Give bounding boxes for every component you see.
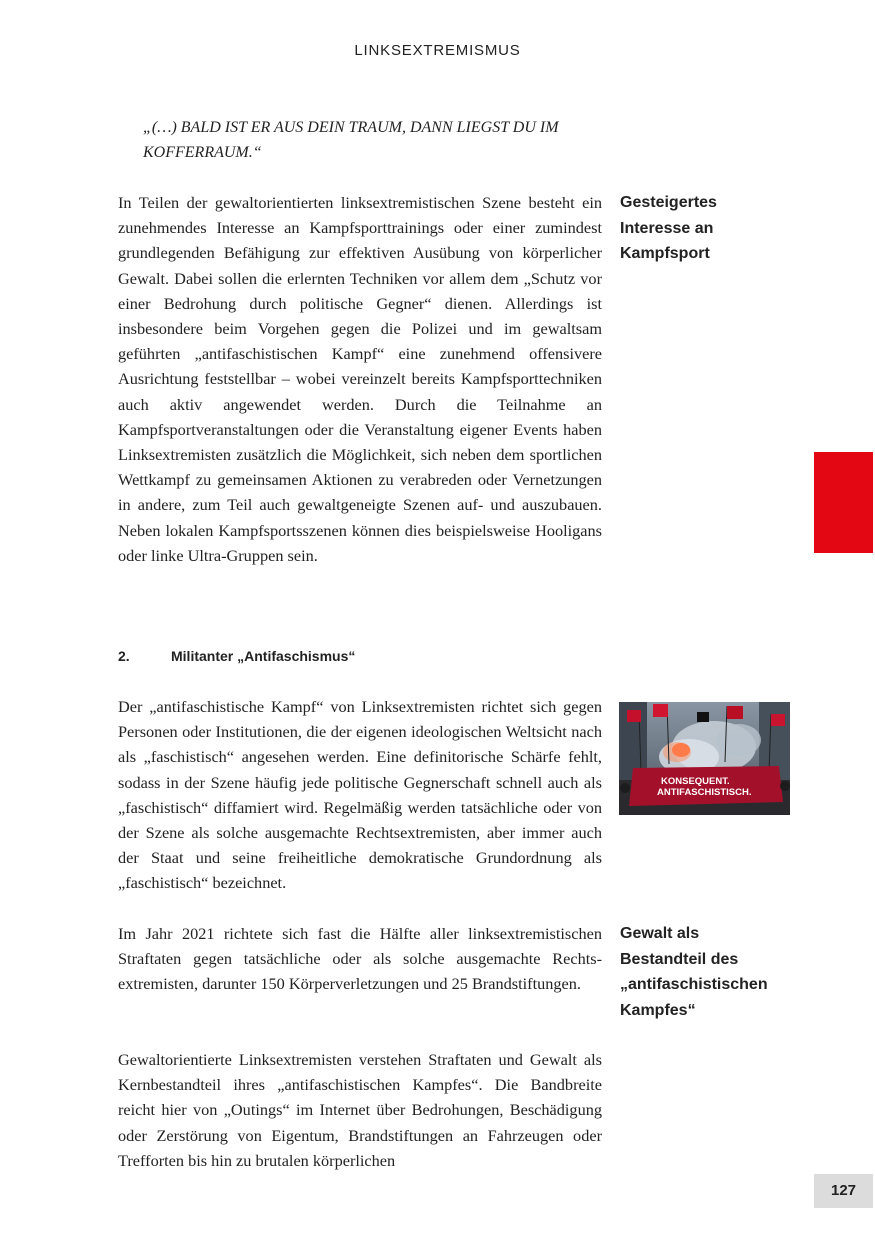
margin-note-line: Gesteigertes bbox=[620, 194, 717, 211]
margin-note-line: Bestandteil des bbox=[620, 950, 739, 968]
margin-note-line: Gewalt als bbox=[620, 925, 700, 942]
running-header: LINKSEXTREMISMUS bbox=[354, 42, 521, 59]
paragraph-text: Im Jahr 2021 richtete sich fast die Hälfte aller linksextremistischen Straftaten gegen tatsächliche oder als solche ausgemachte Rechtsextremisten, darunter 150 Körperverletzungen und 25 Brandstiftungen. bbox=[118, 924, 602, 994]
paragraph-kampfsport bbox=[118, 190, 602, 568]
demonstration-photo bbox=[619, 702, 790, 815]
margin-note-gewalt bbox=[620, 921, 820, 1023]
paragraph-gewalt-kernbestandteil bbox=[118, 1047, 602, 1173]
paragraph-antifa-definition bbox=[118, 694, 602, 896]
quote-line-2: KOFFERRAUM.“ bbox=[143, 144, 262, 161]
section-title: Militanter „Antifaschismus“ bbox=[171, 648, 356, 664]
section-heading bbox=[118, 648, 355, 664]
paragraph-text: Gewaltorientierte Linksextremisten verstehen Straftaten und Gewalt als Kernbestandteil ihres „antifaschistischen Kampfes“. Die Bandbreite reicht hier von „Outings“ im Internet über Bedrohungen, Beschädigung oder Zerstörung von Eigentum, Brandstiftungen an Fahrzeugen oder Trefforten bis hin zu brutalen körperlichen bbox=[118, 1050, 602, 1170]
paragraph-text: Der „antifaschistische Kampf“ von Linksextremisten richtet sich gegen Personen oder Institutionen, die der eigenen ideologischen Weltsicht nach als „faschistisch“ angesehen werden. Eine definitorische Schärfe fehlt, sodass in der Szene häufig jede politische Gegnerschaft schnell auch als „faschistisch“ diffamiert wird. Regelmäßig werden tatsächliche oder von der Szene als solche ausgemachte Rechtsextremisten, aber immer auch der Staat und seine freiheitliche demokratische Grundordnung als „faschistisch“ bezeichnet. bbox=[118, 697, 602, 893]
pull-quote bbox=[143, 115, 613, 165]
section-number: 2. bbox=[118, 648, 130, 664]
chapter-tab-marker bbox=[814, 452, 873, 553]
margin-note-line: „antifaschistischen bbox=[620, 976, 768, 993]
margin-note-kampfsport bbox=[620, 190, 820, 267]
banner-text-line-2: ANTIFASCHISTISCH. bbox=[657, 787, 752, 798]
margin-note-line: Interesse an bbox=[620, 219, 714, 237]
margin-note-line: Kampfsport bbox=[620, 245, 710, 262]
page-number: 127 bbox=[814, 1174, 873, 1208]
quote-line-1: „(…) BALD IST ER AUS DEIN TRAUM, DANN LIEGST DU IM bbox=[143, 119, 559, 136]
paragraph-text: In Teilen der gewaltorientierten linksextremistischen Szene besteht ein zunehmendes Interesse an Kampfsporttrainings oder einer zumindest grundlegenden Befähigung zur effektiven Ausübung von körperlicher Gewalt. Dabei sollen die erlernten Techniken vor allem dem „Schutz vor einer Bedrohung durch politische Gegner“ dienen. Allerdings ist insbesondere beim Vorgehen gegen die Polizei und im gewaltsam geführten „antifaschistischen Kampf“ eine zunehmend offensivere Ausrichtung feststellbar – wobei vereinzelt bereits Kampfsporttechniken auch aktiv angewendet werden. Durch die Teilnahme an Kampfsportveranstaltungen oder die Veranstaltung eigener Events haben Linksextremisten zusätzlich die Möglichkeit, sich neben dem sportlichen Wettkampf zu gemeinsamen Aktionen zu verabreden oder Vernetzungen in andere, zum Teil auch gewaltgeneigte Szenen auf- und auszubauen. Neben lokalen Kampfsportsszenen können dies beispielsweise Hooligans oder linke Ultra-Gruppen sein. bbox=[118, 193, 602, 565]
margin-note-line: Kampfes“ bbox=[620, 1001, 696, 1019]
banner-text-line-1: KONSEQUENT. bbox=[661, 776, 730, 787]
paragraph-statistics-2021 bbox=[118, 921, 602, 997]
